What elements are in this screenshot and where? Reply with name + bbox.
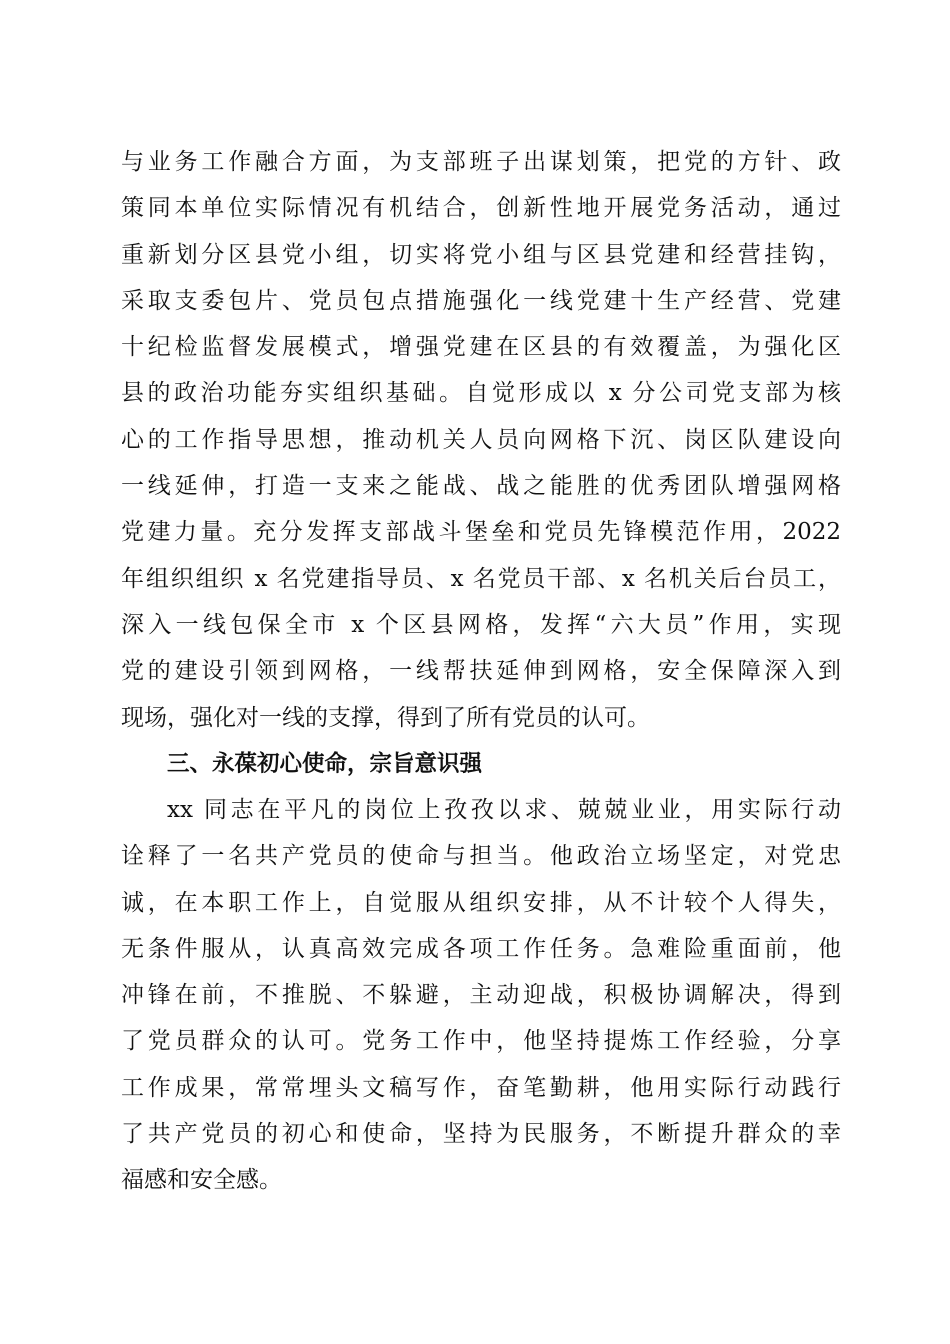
- text-line: 诚，在本职工作上，自觉服从组织安排，从不计较个人得失，: [121, 889, 841, 916]
- text-line: 无条件服从，认真高效完成各项工作任务。急难险重面前，他: [121, 935, 841, 962]
- text-line: 县的政治功能夯实组织基础。自觉形成以 x 分公司党支部为核: [121, 380, 841, 407]
- text-line: 党的建设引领到网格，一线帮扶延伸到网格，安全保障深入到: [121, 658, 841, 685]
- text-line: 十纪检监督发展模式，增强党建在区县的有效覆盖，为强化区: [121, 334, 841, 361]
- text-line: xx 同志在平凡的岗位上孜孜以求、兢兢业业，用实际行动: [167, 797, 841, 823]
- text-line: 了党员群众的认可。党务工作中，他坚持提炼工作经验，分享: [121, 1028, 841, 1055]
- text-line: 了共产党员的初心和使命，坚持为民服务，不断提升群众的幸: [121, 1121, 841, 1148]
- text-line: 心的工作指导思想，推动机关人员向网格下沉、岗区队建设向: [121, 426, 841, 453]
- text-line: 工作成果，常常埋头文稿写作，奋笔勤耕，他用实际行动践行: [121, 1074, 841, 1101]
- text-line: 冲锋在前，不推脱、不躲避，主动迎战，积极协调解决，得到: [121, 982, 841, 1009]
- text-line: 采取支委包片、党员包点措施强化一线党建十生产经营、党建: [121, 287, 841, 314]
- paragraph-2: [121, 787, 841, 1204]
- text-line: 现场，强化对一线的支撑，得到了所有党员的认可。: [121, 704, 650, 731]
- text-line: 重新划分区县党小组，切实将党小组与区县党建和经营挂钩，: [121, 241, 841, 268]
- text-line: 深入一线包保全市 x 个区县网格，发挥“六大员”作用，实现: [121, 611, 841, 638]
- paragraph-1: [121, 139, 841, 741]
- section-heading: 三、永葆初心使命，宗旨意识强: [167, 751, 483, 777]
- section-3: [121, 741, 841, 787]
- text-line: 诠释了一名共产党员的使命与担当。他政治立场坚定，对党忠: [121, 843, 841, 870]
- text-line: 与业务工作融合方面，为支部班子出谋划策，把党的方针、政: [121, 149, 841, 175]
- text-line: 党建力量。充分发挥支部战斗堡垒和党员先锋模范作用，2022: [121, 519, 841, 546]
- text-line: 年组织组织 x 名党建指导员、x 名党员干部、x 名机关后台员工，: [121, 565, 841, 592]
- text-line: 一线延伸，打造一支来之能战、战之能胜的优秀团队增强网格: [121, 473, 841, 500]
- text-line: 策同本单位实际情况有机结合，创新性地开展党务活动，通过: [121, 195, 841, 222]
- text-line: 福感和安全感。: [121, 1167, 282, 1194]
